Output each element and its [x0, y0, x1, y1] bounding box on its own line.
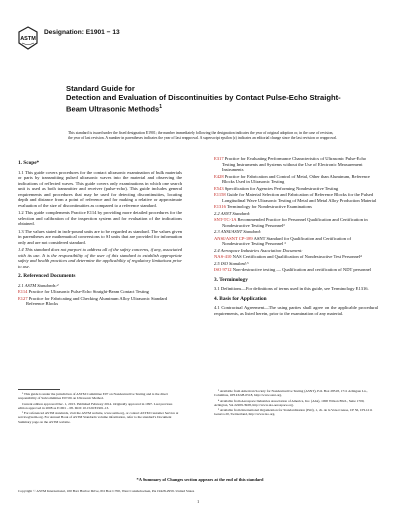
footnote: ² For referenced ASTM standards, visit the ASTM website, www.astm.org, or contact ASTM Customer Service at service@astm.org. For Annual Book of ASTM Standards volume information, refer to the standard's Document Summary page on the ASTM website.	[18, 411, 179, 424]
subsection-heading: 2.3 ANSI/ASNT Standard:	[214, 229, 262, 234]
subsection-heading: 2.5 ISO Standard:⁵	[214, 260, 249, 266]
footnote: ¹ This guide is under the jurisdiction of ASTM Committee E07 on Nondestructive Testing and is the direct responsibility of Subcommittee E07.06 on Ultrasonic Method.	[18, 392, 169, 401]
standard-type: Standard Guide for	[66, 84, 135, 93]
reference-item	[214, 204, 378, 210]
reference-title: Specification for Agencies Performing Nondestructive Testing	[223, 185, 339, 191]
preamble-text: This standard is issued under the fixed designation E1901; the number immediately following the designation indicates the year of original adoption or, in the case of revision, the year of last revision. A number in parentheses indicates the year of last reapproval. A superscript epsilon (ε) indicates an editorial change since the last revision or reapproval.	[68, 131, 338, 140]
reference-item	[214, 156, 378, 173]
copyright-line: Copyright © ASTM International, 100 Barr Harbor Drive, PO Box C700, West Conshohocken, PA 19428-2959. United States	[18, 489, 195, 493]
paragraph: 1.2 This guide complements Practice E114 by providing more detailed procedures for the selection and calibration of the inspection system and for evaluation of the indications obtained.	[18, 210, 182, 226]
svg-text:ASTM: ASTM	[20, 36, 36, 42]
footnotes-left	[18, 389, 182, 425]
footnote: ³ Available from American Society for Nondestructive Testing (ASNT), P.O. Box 28518, 1711 Arlingate Ln., Columbus, OH 43228-0518, http://www.asnt.org.	[214, 389, 368, 398]
reference-title: NAS Certification and Qualification of Nondestructive Test Personnel⁴	[231, 254, 362, 259]
page-number: 1	[197, 499, 200, 504]
reference-item	[214, 254, 378, 260]
summary-of-changes-note: *A Summary of Changes section appears at the end of this standard	[136, 477, 264, 482]
right-column	[214, 156, 378, 318]
reference-title: Guide for Material Selection and Fabrication of Reference Blocks for the Pulsed Longitudinal Wave Ultrasonic Testing of Metal and Metal Alloy Production Material	[222, 192, 377, 203]
reference-code-link[interactable]: NAS-410	[214, 254, 232, 259]
reference-item	[214, 267, 378, 273]
reference-title: Recommended Practice for Personnel Qualification and Certification in Nondestructive Testing Personnel³	[222, 217, 368, 228]
left-column	[18, 156, 182, 308]
reference-item	[18, 296, 182, 307]
reference-title: Practice for Fabrication and Control of Metal, Other than Aluminum, Reference Blocks Used in Ultrasonic Testing	[222, 173, 370, 184]
reference-code-link[interactable]: E114	[18, 289, 28, 294]
reference-title: Practice for Evaluating Performance Characteristics of Ultrasonic Pulse-Echo Testing Instruments and Systems without the Use of Electronic Measurement Instruments	[222, 156, 367, 172]
astm-logo-icon	[18, 26, 38, 50]
reference-item	[214, 174, 378, 185]
reference-item	[214, 192, 378, 203]
reference-title: Non-destructive testing — Qualification and certification of NDT personnel	[231, 267, 372, 272]
section-heading: 1. Scope*	[18, 160, 40, 166]
reference-item	[214, 236, 378, 247]
footnote: Current edition approved Dec. 1, 2013. Published February 2014. Originally approved in 1997. Last previous edition approved in 2008 as E1901 – 08. DOI: 10.1520/E1901-13.	[18, 401, 173, 410]
reference-code-link[interactable]: E1158	[214, 192, 226, 197]
subsection-heading: 2.4 Aerospace Industries Association Document:	[214, 247, 303, 253]
reference-code-link[interactable]: ISO 9712	[214, 267, 232, 272]
standard-title: Detection and Evaluation of Discontinuities by Contact Pulse-Echo Straight-Beam Ultrasonic Methods$^1$	[66, 93, 341, 114]
reference-title: ASNT Standard for Qualification and Certification of Nondestructive Testing Personnel ³	[222, 235, 351, 246]
reference-code-link[interactable]: E1316	[214, 204, 226, 209]
footnote: ⁴ Available from Aerospace Industries Association of America, Inc. (AIA), 1000 Wilson Blvd., Suite 1700, Arlington, VA 22209-3928, http://www.aia-aerospace.org.	[214, 398, 365, 407]
paragraph: 1.3 The values stated in inch-pound units are to be regarded as standard. The values given in parentheses are mathematical conversions to SI units that are provided for information only and are not considered standard.	[18, 228, 182, 245]
footnote: ⁵ Available from International Organization for Standardization (ISO), 1, ch. de la Voie-Creuse, CP 56, CH-1211 Geneva 20, Switzerland, http://www.iso.org.	[214, 408, 373, 417]
paragraph: 1.1 This guide covers procedures for the contact ultrasonic examination of bulk materials or parts by transmitting pulsed ultrasonic waves into the material and observing the indications of reflected waves. This guide covers only examinations in which one search unit is used as both transmitter and receiver (pulse-echo). This guide includes general requirements and procedures that may be used for detecting discontinuities, locating depth and distance from a point of reference and for making a relative or approximate evaluation of the size of discontinuities as compared to a reference standard.	[18, 169, 182, 208]
subsection-heading: 2.1 ASTM Standards:²	[18, 282, 59, 288]
reference-code-link[interactable]: ANSI/ASNT CP-189	[214, 235, 253, 241]
reference-item	[18, 289, 182, 295]
paragraph: 4.1 Contractual Agreement—The using parties shall agree on the applicable procedural requirements, as listed herein, prior to the examination of any material.	[214, 305, 378, 316]
section-heading: 4. Basis for Application	[214, 295, 267, 302]
reference-item	[214, 217, 378, 228]
reference-code-link[interactable]: SNT-TC-1A	[214, 217, 237, 222]
reference-title: Practice for Fabricating and Checking Aluminum Alloy Ultrasonic Standard Reference Blocks	[26, 295, 168, 306]
reference-code-link[interactable]: E428	[214, 173, 224, 179]
reference-item	[214, 186, 378, 192]
preamble	[68, 131, 338, 142]
subsection-heading: 2.2 ASNT Standard:	[214, 210, 251, 216]
reference-code-link[interactable]: E543	[214, 185, 224, 191]
reference-code-link[interactable]: E317	[214, 156, 224, 161]
paragraph: 3.1 Definitions—For definitions of terms used in this guide, see Terminology E1316.	[214, 286, 369, 291]
section-heading: 3. Terminology	[214, 276, 248, 283]
reference-title: Practice for Ultrasonic Pulse-Echo Straight-Beam Contact Testing	[27, 289, 149, 294]
reference-code-link[interactable]: E127	[18, 295, 28, 301]
designation: Designation: E1901 − 13	[44, 29, 120, 36]
footnotes-right	[214, 389, 378, 418]
safety-paragraph: 1.4 This standard does not purport to address all of the safety concerns, if any, associated with its use. It is the responsibility of the user of this standard to establish appropriate safety and health practices and determine the applicability of regulatory limitations prior to use.	[18, 247, 182, 269]
reference-title: Terminology for Nondestructive Examinations	[225, 204, 312, 209]
section-heading: 2. Referenced Documents	[18, 273, 76, 279]
